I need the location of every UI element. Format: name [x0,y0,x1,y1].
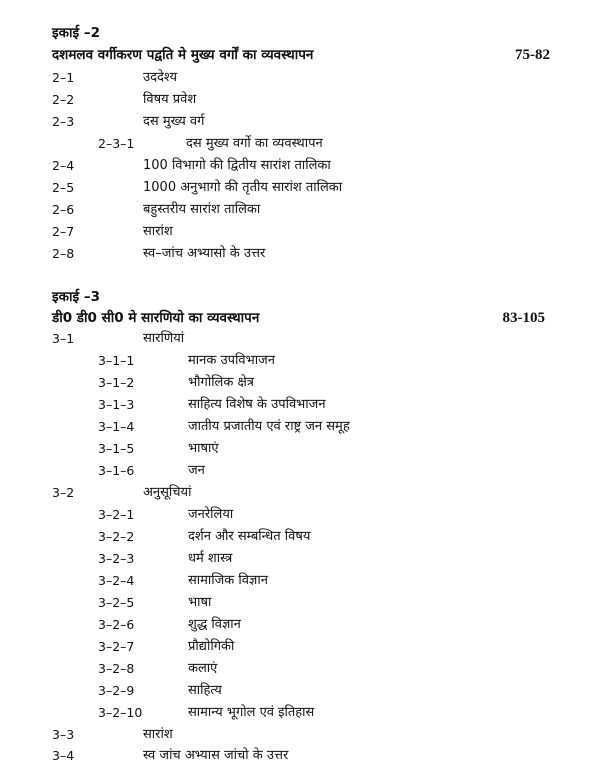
entry-number: 2–1 [52,70,75,85]
entry-number: 2–8 [52,246,75,261]
entry-text: भौगोलिक क्षेत्र [188,375,254,390]
entry-text: कलाएं [188,661,218,676]
entry-number: 3–2 [52,485,75,500]
entry-text: 100 विभागो की द्वितीय सारांश तालिका [143,158,331,173]
entry-text: दस मुख्य वर्गो का व्यवस्थापन [186,136,323,151]
entry-text: जन [188,463,205,478]
entry-text: स्व–जांच अभ्यासो के उत्तर [143,246,266,261]
entry-text: सारणियां [143,331,185,346]
entry-number: 2–3–1 [98,136,135,151]
page-range: 83-105 [502,310,545,326]
unit-title: डी0 डी0 सी0 मे सारणियो का व्यवस्थापन [52,310,260,326]
unit-title: दशमलव वर्गीकरण पद्वति मे मुख्य वर्गों का व्यवस्थापन [52,47,314,63]
entry-number: 2–3 [52,114,75,129]
entry-text: भाषा [188,595,212,610]
entry-text: दर्शन और सम्बन्धित विषय [188,529,311,544]
entry-number: 3–2–5 [98,595,135,610]
entry-text: स्व जांच अभ्यास जांचो के उत्तर [143,748,289,763]
entry-number: 2–5 [52,180,75,195]
entry-number: 3–4 [52,748,75,763]
entry-text: सारांश [143,727,173,742]
entry-number: 3–1–4 [98,419,135,434]
entry-text: जनरेलिया [188,507,234,522]
entry-text: धर्म शास्त्र [188,551,233,566]
entry-text: जातीय प्रजातीय एवं राष्ट्र जन समूह [188,419,350,434]
entry-text: साहित्य विशेष के उपविभाजन [188,397,326,412]
entry-text: सामान्य भूगोल एवं इतिहास [188,705,315,720]
entry-number: 3–2–7 [98,639,135,654]
entry-text: उददेश्य [143,70,177,85]
unit-heading: इकाई –3 [52,289,100,305]
entry-text: मानक उपविभाजन [188,353,275,368]
entry-number: 2–4 [52,158,75,173]
entry-number: 2–2 [52,92,75,107]
entry-text: प्रौद्योगिकी [188,639,235,654]
entry-number: 3–1–5 [98,441,135,456]
entry-number: 2–7 [52,224,75,239]
entry-text: भाषाएं [188,441,219,456]
entry-number: 3–2–4 [98,573,135,588]
entry-number: 3–1–1 [98,353,135,368]
entry-number: 3–1–6 [98,463,135,478]
entry-number: 3–1 [52,331,75,346]
entry-number: 3–2–6 [98,617,135,632]
entry-text: सामाजिक विज्ञान [188,573,268,588]
entry-number: 3–2–9 [98,683,135,698]
entry-text: बहुस्तरीय सारांश तालिका [143,202,261,217]
entry-text: अनुसूचियां [143,485,192,500]
unit-heading: इकाई –2 [52,25,100,41]
entry-number: 3–3 [52,727,75,742]
entry-text: विषय प्रवेश [143,92,197,107]
entry-number: 2–6 [52,202,75,217]
entry-number: 3–1–3 [98,397,135,412]
entry-number: 3–2–3 [98,551,135,566]
page-range: 75-82 [515,47,550,63]
entry-number: 3–2–10 [98,705,143,720]
entry-text: दस मुख्य वर्ग [143,114,205,129]
entry-number: 3–2–2 [98,529,135,544]
entry-text: साहित्य [188,683,222,698]
entry-text: सारांश [143,224,173,239]
entry-number: 3–2–1 [98,507,135,522]
entry-number: 3–2–8 [98,661,135,676]
entry-text: 1000 अनुभागो की तृतीय सारांश तालिका [143,180,343,195]
entry-number: 3–1–2 [98,375,135,390]
entry-text: शुद्ध विज्ञान [188,617,241,632]
